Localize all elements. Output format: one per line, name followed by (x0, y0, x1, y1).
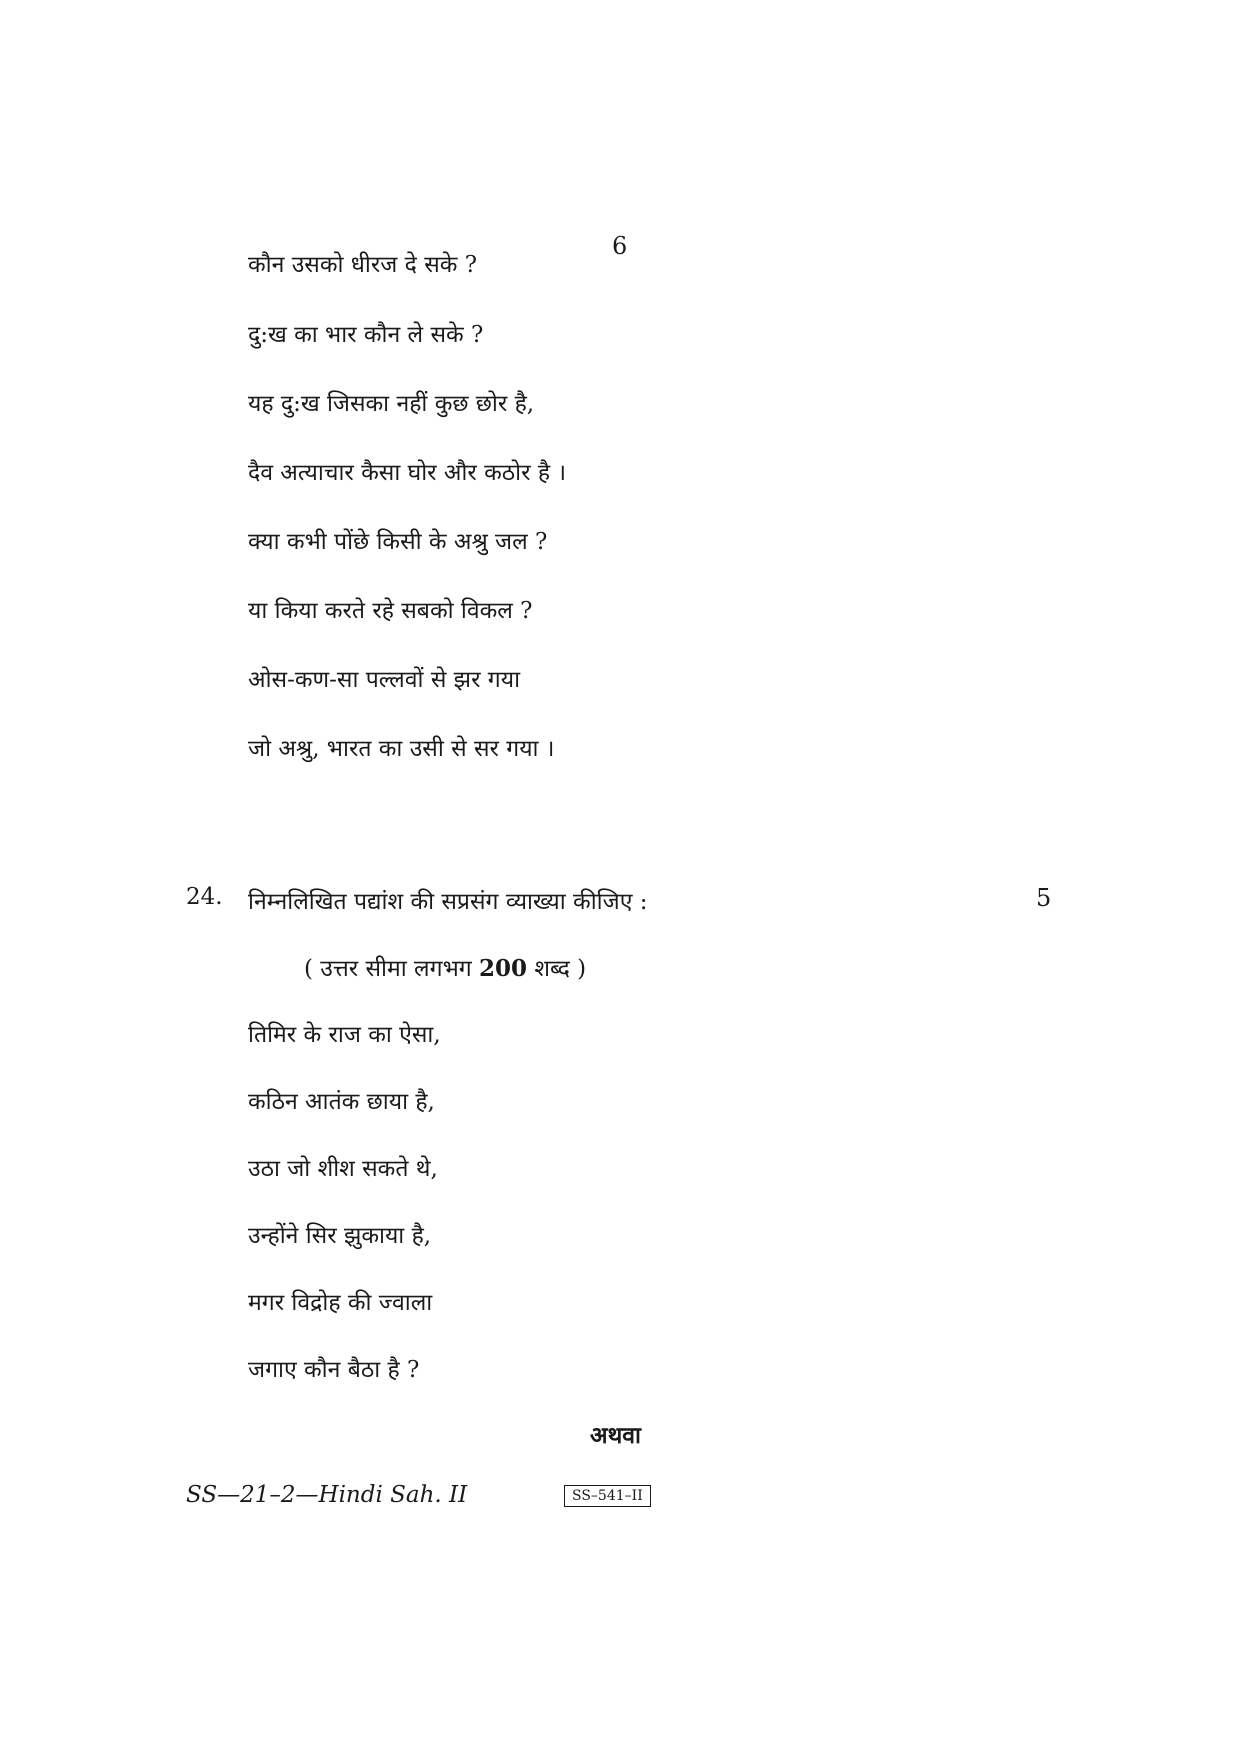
question-poem-line: तिमिर के राज का ऐसा, (248, 1022, 441, 1048)
question-poem-line: कठिन आतंक छाया है, (248, 1089, 435, 1115)
poem-line: क्या कभी पोंछे किसी के अश्रु जल ? (248, 529, 548, 555)
question-poem-line: मगर विद्रोह की ज्वाला (248, 1290, 433, 1316)
poem-line: ओस-कण-सा पल्लवों से झर गया (248, 667, 521, 693)
poem-line: जो अश्रु, भारत का उसी से सर गया । (248, 736, 555, 762)
question-text: निम्नलिखित पद्यांश की सप्रसंग व्याख्या कीजिए : (248, 889, 648, 915)
poem-line: दैव अत्याचार कैसा घोर और कठोर है । (248, 460, 567, 486)
poem-line: कौन उसको धीरज दे सके ? (248, 252, 478, 278)
page-number: 6 (612, 232, 628, 260)
poem-line: दु:ख का भार कौन ले सके ? (248, 322, 484, 348)
question-marks: 5 (1036, 884, 1052, 912)
question-poem-line: उन्होंने सिर झुकाया है, (248, 1223, 432, 1249)
word-limit-value: 200 (479, 955, 528, 982)
poem-line: यह दु:ख जिसका नहीं कुछ छोर है, (248, 391, 535, 417)
footer-box-code: SS–541–II (564, 1485, 651, 1507)
footer-paper-code: SS—21–2—Hindi Sah. II (186, 1482, 468, 1508)
word-limit-prefix: ( उत्तर सीमा लगभग (304, 956, 479, 982)
or-label: अथवा (590, 1422, 642, 1449)
word-limit-suffix: शब्द ) (527, 956, 587, 982)
word-limit-note (304, 951, 586, 983)
question-number: 24. (186, 884, 223, 910)
question-poem-line: जगाए कौन बैठा है ? (248, 1357, 420, 1383)
question-poem-line: उठा जो शीश सकते थे, (248, 1156, 438, 1182)
poem-line: या किया करते रहे सबको विकल ? (248, 598, 533, 624)
